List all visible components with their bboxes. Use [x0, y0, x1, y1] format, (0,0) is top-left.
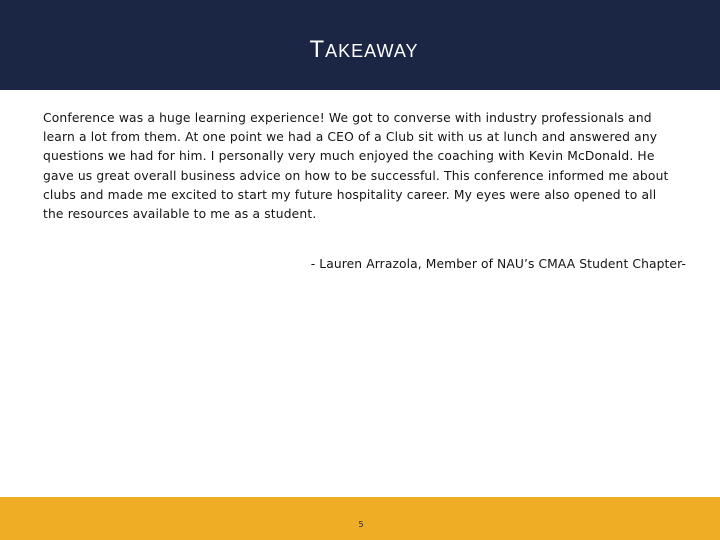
quote-line: clubs and made me excited to start my future hospitality career. My eyes were also opened to all	[43, 187, 657, 202]
header-bar	[0, 0, 720, 90]
slide-title-initial: T	[309, 36, 326, 63]
quote-line: questions we had for him. I personally very much enjoyed the coaching with Kevin McDonald. He	[43, 149, 655, 164]
footer-bar	[0, 497, 720, 540]
quote-body	[43, 109, 688, 224]
quote-line: the resources available to me as a student.	[43, 207, 317, 222]
slide-title-rest: AKEAWAY	[325, 41, 419, 61]
page-number: 5	[358, 520, 364, 529]
slide-title	[0, 36, 720, 65]
quote-line: learn a lot from them. At one point we had a CEO of a Club sit with us at lunch and answered any	[43, 130, 658, 145]
quote-line: Conference was a huge learning experience! We got to converse with industry professionals and	[43, 111, 652, 125]
quote-attribution: - Lauren Arrazola, Member of NAU’s CMAA Student Chapter-	[310, 257, 686, 271]
quote-line: gave us great overall business advice on how to be successful. This conference informed me about	[43, 168, 669, 183]
